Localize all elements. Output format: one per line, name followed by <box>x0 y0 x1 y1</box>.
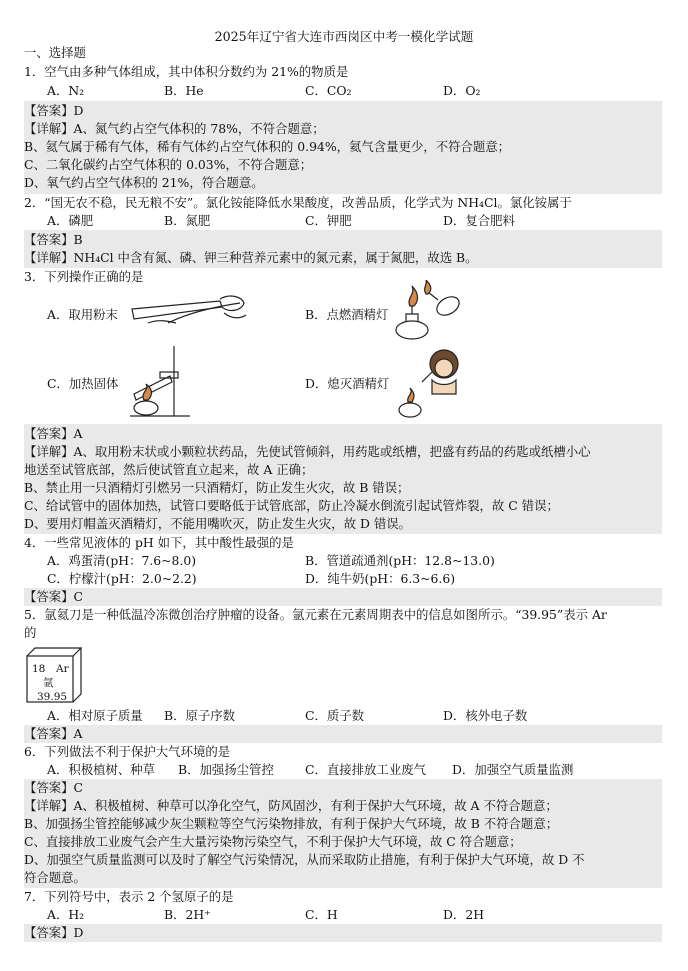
q1-option-c: C．CO₂ <box>305 83 352 98</box>
q4-option-c: C．柠檬汁(pH：2.0~2.2) <box>47 571 197 586</box>
alcohol-lamp-lighting-figure <box>390 280 470 342</box>
q5-option-b: B．原子序数 <box>164 708 236 723</box>
question-7-stem: 7．下列符号中，表示 2 个氢原子的是 <box>24 889 234 904</box>
q1-explain-1: 【详解】A、氮气约占空气体积的 78%，不符合题意； <box>24 121 325 136</box>
q6-explain-3: C、直接排放工业废气会产生大量污染物污染空气，不利于保护大气环境，故 C 符合题意； <box>24 834 522 849</box>
lamp-upper <box>434 293 463 319</box>
q2-option-d: D．复合肥料 <box>443 213 515 228</box>
q2-option-a: A．磷肥 <box>47 213 94 228</box>
q2-option-c: C．钾肥 <box>305 213 352 228</box>
page-title: 2025年辽宁省大连市西岗区中考一模化学试题 <box>214 29 474 44</box>
q3-option-b: B．点燃酒精灯 <box>305 307 389 322</box>
test-tube <box>132 301 222 319</box>
heating-solid-figure <box>120 344 200 420</box>
q1-option-b: B．He <box>164 83 204 98</box>
q6-explain-2: B、加强扬尘管控能够减少灰尘颗粒等空气污染物排放，有利于保护大气环境，故 B 不符合题意； <box>24 816 559 831</box>
q2-explain-1: 【详解】NH₄Cl 中含有氮、磷、钾三种营养元素中的氮元素，属于氮肥，故选 B。 <box>24 250 478 265</box>
q7-answer: 【答案】D <box>24 925 84 940</box>
q1-explain-4: D、氧气约占空气体积的 21%，符合题意。 <box>24 175 264 190</box>
q5-option-c: C．质子数 <box>305 708 365 723</box>
q3-answer: 【答案】A <box>24 426 83 441</box>
q2-option-b: B．氮肥 <box>164 213 211 228</box>
q7-option-b: B．2H⁺ <box>164 907 211 922</box>
q6-option-a: A．积极植树、种草 <box>47 762 156 777</box>
powder-spatula-figure <box>128 293 248 333</box>
element-name: 氩 <box>43 677 54 689</box>
element-atomic-mass: 39.95 <box>37 691 68 703</box>
element-atomic-number: 18 <box>32 663 46 675</box>
q3-explain-2: 地送至试管底部，然后使试管直立起来，故 A 正确； <box>24 462 314 477</box>
q3-option-a: A．取用粉末 <box>47 307 118 322</box>
q7-option-c: C．H <box>305 907 338 922</box>
alcohol-lamp <box>399 403 421 417</box>
q3-explain-3: B、禁止用一只酒精灯引燃另一只酒精灯，防止发生火灾，故 B 错误； <box>24 480 410 495</box>
question-3-stem: 3．下列操作正确的是 <box>24 269 144 284</box>
q2-answer: 【答案】B <box>24 232 83 247</box>
q1-option-a: A．N₂ <box>47 83 85 98</box>
question-2-stem: 2．“国无农不稳，民无粮不安”。氯化铵能降低水果酸度，改善品质，化学式为 NH₄Cl。氯化铵属于 <box>24 195 572 210</box>
q4-answer: 【答案】C <box>24 589 84 604</box>
q4-option-d: D．纯牛奶(pH：6.3~6.6) <box>305 571 456 586</box>
q3-option-c: C．加热固体 <box>47 376 119 391</box>
q6-option-d: D．加强空气质量监测 <box>452 762 574 777</box>
question-5-stem-2: 的 <box>24 625 37 640</box>
q7-option-d: D．2H <box>443 907 485 922</box>
q1-explain-3: C、二氧化碳约占空气体积的 0.03%，不符合题意； <box>24 157 313 172</box>
flame-icon <box>408 388 414 402</box>
question-6-stem: 6．下列做法不利于保护大气环境的是 <box>24 744 231 759</box>
test-tube <box>134 376 172 400</box>
extinguish-lamp-figure <box>398 346 468 420</box>
q5-answer: 【答案】A <box>24 726 83 741</box>
q6-explain-1: 【详解】A、积极植树、种草可以净化空气，防风固沙，有利于保护大气环境，故 A 不符合题意； <box>24 798 558 813</box>
q7-option-a: A．H₂ <box>47 907 85 922</box>
q1-option-d: D．O₂ <box>443 83 481 98</box>
q6-explain-5: 符合题意。 <box>24 870 86 885</box>
question-5-stem-1: 5．氩氦刀是一种低温冷冻微创治疗肿瘤的设备。氩元素在元素周期表中的信息如图所示。“39.95”表示 Ar <box>24 607 607 622</box>
q4-option-b: B．管道疏通剂(pH：12.8~13.0) <box>305 553 495 568</box>
q6-explain-4: D、加强空气质量监测可以及时了解空气污染情况，从而采取防止措施，有利于保护大气环境，故 D 不 <box>24 852 585 867</box>
question-1-stem: 1．空气由多种气体组成，其中体积分数约为 21%的物质是 <box>24 64 349 79</box>
q6-option-c: C．直接排放工业废气 <box>305 762 426 777</box>
lamp-lower <box>396 321 428 339</box>
hand <box>220 296 244 310</box>
q1-answer: 【答案】D <box>24 103 84 118</box>
q6-option-b: B．加强扬尘管控 <box>178 762 274 777</box>
alcohol-lamp <box>134 401 158 415</box>
q4-answer-block <box>24 588 662 606</box>
q4-option-a: A．鸡蛋清(pH：7.6~8.0) <box>47 553 197 568</box>
q7-answer-block <box>24 924 662 942</box>
q3-explain-4: C、给试管中的固体加热，试管口要略低于试管底部，防止冷凝水倒流引起试管炸裂，故 C 错误； <box>24 498 559 513</box>
element-symbol: Ar <box>56 663 69 675</box>
q1-explain-2: B、氦气属于稀有气体，稀有气体约占空气体积的 0.94%，氦气含量更少，不符合题意； <box>24 139 511 154</box>
q5-option-d: D．核外电子数 <box>443 708 528 723</box>
question-4-stem: 4．一些常见液体的 pH 如下，其中酸性最强的是 <box>24 535 294 550</box>
q3-option-d: D．熄灭酒精灯 <box>305 376 390 391</box>
section-heading: 一、选择题 <box>24 45 86 60</box>
q5-answer-block <box>24 725 662 743</box>
q3-explain-5: D、要用灯帽盖灭酒精灯，不能用嘴吹灭，防止发生火灾，故 D 错误。 <box>24 516 412 531</box>
q5-option-a: A．相对原子质量 <box>47 708 143 723</box>
q6-answer: 【答案】C <box>24 780 84 795</box>
flame-icon <box>409 286 417 306</box>
q3-explain-1: 【详解】A、取用粉末状或小颗粒状药品，先使试管倾斜，用药匙或纸槽，把盛有药品的药匙或纸槽小心 <box>24 444 591 459</box>
